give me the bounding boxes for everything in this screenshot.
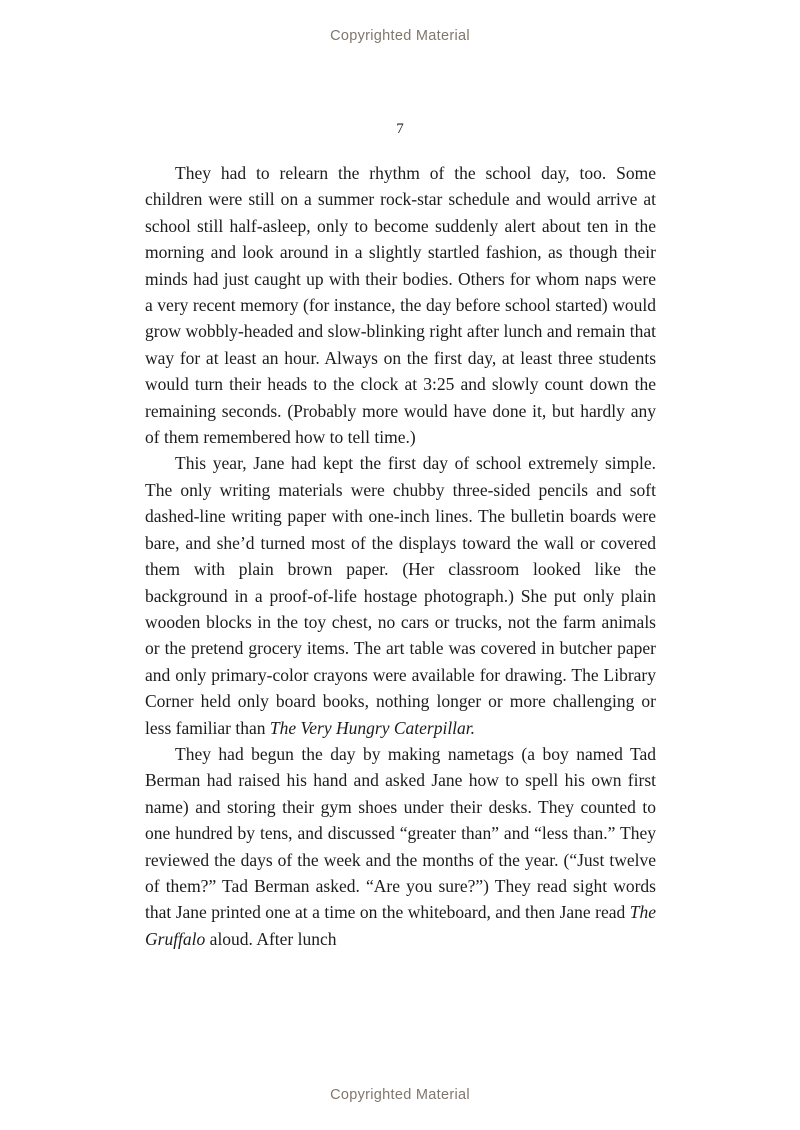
paragraph	[145, 741, 656, 952]
paragraph	[145, 450, 656, 740]
body-text	[145, 160, 656, 952]
text-segment: They had to relearn the rhythm of the school day, too. Some children were still on a summer rock-star schedule and would arrive at school still half-asleep, only to become suddenly alert about ten in the morning and look around in a slightly startled fashion, as though their minds had just caught up with their bodies. Others for whom naps were a very recent memory (for instance, the day before school started) would grow wobbly-headed and slow-blinking right after lunch and remain that way for at least an hour. Always on the first day, at least three students would turn their heads to the clock at 3:25 and slowly count down the remaining seconds. (Probably more would have done it, but hardly any of them remembered how to tell time.)	[145, 163, 656, 448]
page-number: 7	[396, 121, 404, 137]
italic-text-segment: The Very Hungry Caterpillar.	[269, 717, 476, 738]
paragraph	[145, 160, 656, 450]
text-segment: They had begun the day by making nametags (a boy named Tad Berman had raised his hand and asked Jane how to spell his own first name) and storing their gym shoes under their desks. They counted to one hundred by tens, and discussed “greater than” and “less than.” They reviewed the days of the week and the months of the year. (“Just twelve of them?” Tad Berman asked. “Are you sure?”) They read sight words that Jane printed one at a time on the whiteboard, and then Jane read	[145, 743, 656, 923]
text-segment: aloud. After lunch	[205, 928, 337, 949]
italic-text-segment: The Gruffalo	[145, 902, 656, 949]
text-segment: This year, Jane had kept the first day of school extremely simple. The only writing materials were chubby three-sided pencils and soft dashed-line writing paper with one-inch lines. The bulletin boards were bare, and she’d turned most of the displays toward the wall or covered them with plain brown paper. (Her classroom looked like the background in a proof-of-life hostage photograph.) She put only plain wooden blocks in the toy chest, no cars or trucks, not the farm animals or the pretend grocery items. The art table was covered in butcher paper and only primary-color crayons were available for drawing. The Library Corner held only board books, nothing longer or more challenging or less familiar than	[145, 453, 656, 738]
copyright-notice-top: Copyrighted Material	[330, 28, 470, 44]
copyright-notice-bottom: Copyrighted Material	[330, 1087, 470, 1103]
